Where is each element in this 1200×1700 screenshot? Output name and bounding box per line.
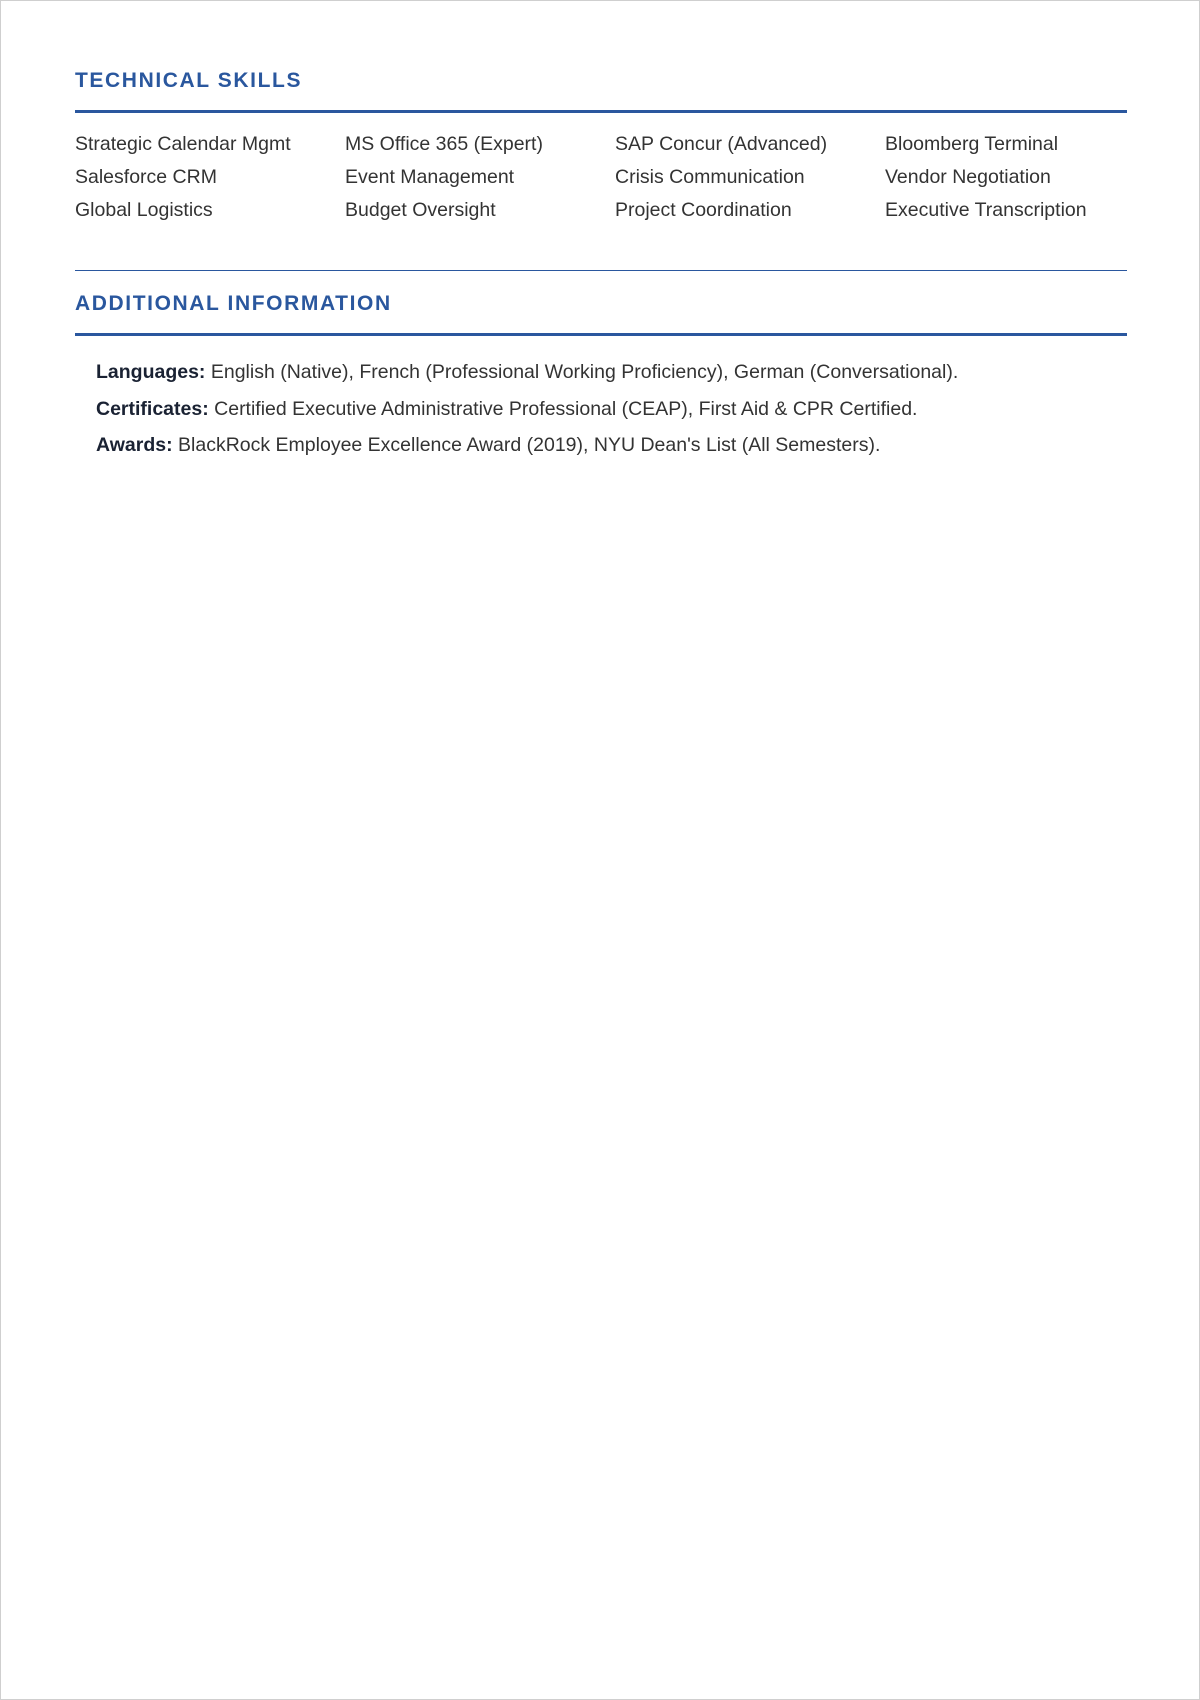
skill-item: Project Coordination (615, 199, 792, 221)
info-languages (96, 361, 1127, 383)
info-value: Certified Executive Administrative Professional (CEAP), First Aid & CPR Certified. (214, 397, 918, 420)
skill-item: Event Management (345, 166, 515, 188)
section-separator (75, 270, 1127, 271)
additional-information-list (96, 361, 1127, 471)
additional-information-heading: ADDITIONAL INFORMATION (75, 292, 392, 315)
skill-item: Bloomberg Terminal (885, 133, 1059, 155)
skill-item: Vendor Negotiation (885, 166, 1051, 188)
info-label: Certificates: (96, 397, 209, 420)
skill-item: Budget Oversight (345, 199, 496, 221)
skill-item: Salesforce CRM (75, 166, 217, 188)
info-certificates (96, 398, 1127, 420)
skill-item: SAP Concur (Advanced) (615, 133, 828, 155)
info-value: BlackRock Employee Excellence Award (2019), NYU Dean's List (All Semesters). (178, 434, 881, 456)
skill-item: MS Office 365 (Expert) (345, 133, 543, 155)
technical-skills-divider (75, 110, 1127, 113)
skill-item: Global Logistics (75, 199, 213, 221)
technical-skills-grid (75, 134, 1127, 221)
technical-skills-heading: TECHNICAL SKILLS (75, 69, 303, 92)
skill-item: Executive Transcription (885, 199, 1087, 221)
info-value: English (Native), French (Professional Working Proficiency), German (Conversational). (210, 361, 959, 383)
skill-item: Strategic Calendar Mgmt (75, 133, 291, 155)
info-awards (96, 434, 1127, 456)
info-label: Awards: (96, 434, 173, 456)
skill-item: Crisis Communication (615, 166, 805, 188)
additional-information-divider (75, 333, 1127, 336)
info-label: Languages: (96, 361, 206, 383)
